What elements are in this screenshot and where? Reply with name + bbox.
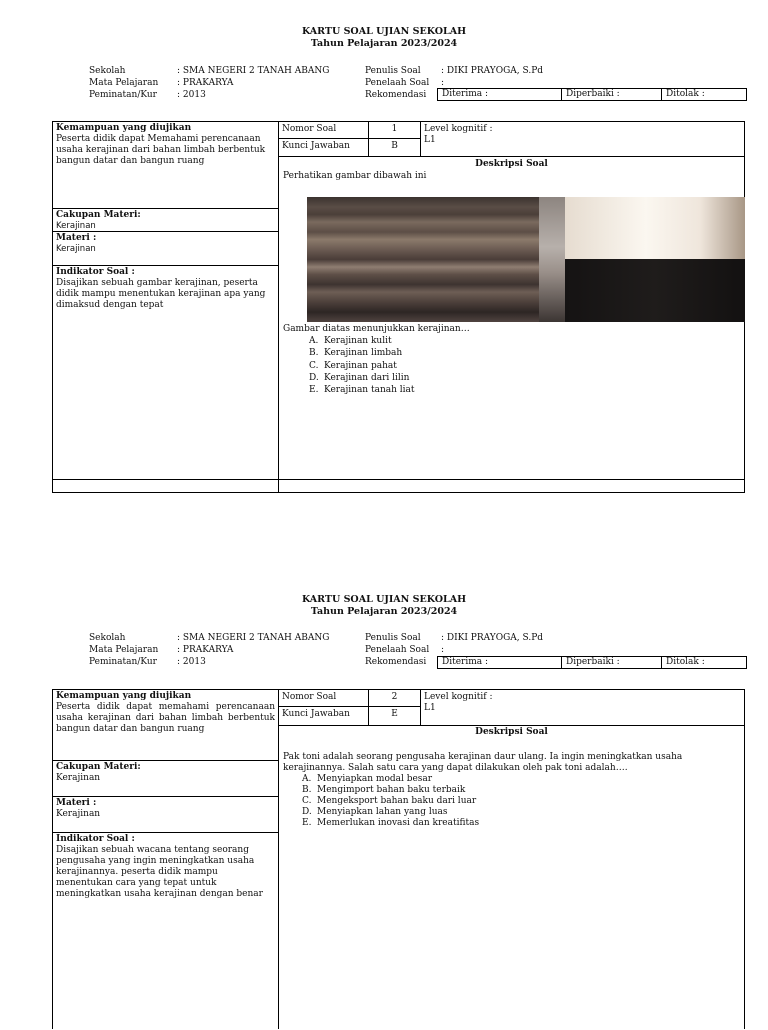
- indikator-text: Disajikan sebuah wacana tentang seorang pengusaha yang ingin meningkatkan usaha kerajinannya. peserta didik mampu menentukan cara yang tepat untuk meningkatkan usaha kerajinan dengan benar: [56, 845, 263, 899]
- level-kognitif-label: Level kognitif :: [424, 692, 493, 702]
- option-letter: D.: [302, 807, 312, 817]
- option-e: [309, 384, 738, 396]
- mapel-value: : PRAKARYA: [177, 645, 234, 655]
- question-stem: Gambar diatas menunjukkan kerajinan…: [283, 324, 470, 334]
- nomor-soal-value: 1: [369, 122, 421, 139]
- kurikulum-label: Peminatan/Kur: [89, 657, 157, 667]
- indikator-label: Indikator Soal :: [56, 267, 135, 277]
- level-kognitif-label: Level kognitif :: [424, 124, 493, 134]
- kunci-jawaban-label: Kunci Jawaban: [279, 139, 369, 157]
- materi-label: Materi :: [56, 233, 97, 243]
- rekomendasi-label: Rekomendasi: [365, 657, 427, 667]
- option-letter: E.: [309, 385, 319, 396]
- card-meta-left: [89, 632, 329, 668]
- option-a: [309, 335, 738, 347]
- option-text: Kerajinan dari lilin: [324, 372, 410, 383]
- penelaah-label: Penelaah Soal: [365, 78, 430, 88]
- kemampuan-section: [53, 122, 278, 209]
- kurikulum-value: : 2013: [177, 90, 206, 100]
- card-table: [52, 689, 745, 1029]
- left-column: [53, 122, 279, 492]
- rekomendasi-box: [437, 656, 747, 669]
- kunci-jawaban-label: Kunci Jawaban: [279, 707, 369, 726]
- penulis-label: Penulis Soal: [365, 66, 421, 76]
- materi-text: Kerajinan: [56, 809, 101, 819]
- penelaah-label: Penelaah Soal: [365, 645, 430, 655]
- materi-section: [53, 797, 278, 833]
- penulis-value: : DIKI PRAYOGA, S.Pd: [441, 633, 544, 643]
- craft-image-strip: [539, 197, 565, 322]
- question-card-1: [0, 0, 768, 500]
- question-intro: Perhatikan gambar dibawah ini: [283, 171, 427, 181]
- option-letter: C.: [302, 796, 312, 806]
- ditolak-field: Ditolak :: [666, 657, 705, 667]
- cakupan-section: [53, 761, 278, 797]
- card-title: [0, 594, 768, 618]
- answer-options: [283, 774, 743, 829]
- sekolah-label: Sekolah: [89, 633, 126, 643]
- kemampuan-section: [53, 690, 278, 761]
- nomor-soal-label: Nomor Soal: [279, 122, 369, 139]
- option-e: [302, 818, 743, 829]
- kemampuan-label: Kemampuan yang diujikan: [56, 123, 192, 133]
- penelaah-value: :: [441, 78, 445, 88]
- kunci-jawaban-value: B: [369, 139, 421, 157]
- cakupan-text: Kerajinan: [56, 221, 96, 231]
- option-text: Menyiapkan lahan yang luas: [317, 807, 448, 817]
- level-kognitif-value: L1: [424, 135, 436, 145]
- ditolak-field: Ditolak :: [666, 89, 705, 99]
- penulis-value: : DIKI PRAYOGA, S.Pd: [441, 66, 544, 76]
- craft-image-light-area: [565, 197, 745, 259]
- option-d: [302, 807, 743, 818]
- sekolah-value: : SMA NEGERI 2 TANAH ABANG: [177, 633, 330, 643]
- kurikulum-label: Peminatan/Kur: [89, 90, 157, 100]
- option-text: Kerajinan kulit: [324, 336, 392, 346]
- option-text: Memerlukan inovasi dan kreatifitas: [317, 818, 480, 828]
- card-meta-left: [89, 65, 329, 101]
- option-text: Kerajinan pahat: [324, 360, 397, 371]
- option-letter: C.: [309, 360, 319, 371]
- option-d: [309, 372, 738, 384]
- level-kognitif-cell: [421, 122, 744, 157]
- penelaah-value: :: [441, 645, 445, 655]
- materi-section: [53, 232, 278, 266]
- option-text: Kerajinan tanah liat: [324, 385, 415, 396]
- level-kognitif-value: L1: [424, 703, 436, 713]
- option-text: Menyiapkan modal besar: [317, 774, 433, 784]
- kemampuan-label: Kemampuan yang diujikan: [56, 691, 192, 701]
- option-b: [302, 785, 743, 796]
- option-a: [302, 774, 743, 785]
- level-kognitif-cell: [421, 690, 744, 726]
- option-letter: E.: [302, 818, 312, 828]
- option-letter: B.: [302, 785, 312, 795]
- sekolah-label: Sekolah: [89, 66, 126, 76]
- right-column: [279, 122, 744, 492]
- mapel-label: Mata Pelajaran: [89, 645, 159, 655]
- indikator-text: Disajikan sebuah gambar kerajinan, peserta didik mampu menentukan kerajinan apa yang dimaksud dengan tepat: [56, 278, 266, 310]
- option-letter: A.: [302, 774, 312, 784]
- card-title-main: KARTU SOAL UJIAN SEKOLAH: [301, 594, 467, 605]
- kunci-jawaban-value: E: [369, 707, 421, 726]
- question-card-2: [0, 568, 768, 1024]
- mapel-label: Mata Pelajaran: [89, 78, 159, 88]
- indikator-section: [53, 833, 278, 1030]
- card-title-year: Tahun Pelajaran 2023/2024: [310, 38, 458, 49]
- option-text: Mengimport bahan baku terbaik: [317, 785, 466, 795]
- diperbaiki-field: Diperbaiki :: [562, 657, 662, 668]
- kemampuan-text: Peserta didik dapat Memahami perencanaan usaha kerajinan dari bahan limbah berbentuk bangun datar dan bangun ruang: [56, 134, 266, 166]
- option-text: Kerajinan limbah: [324, 348, 403, 359]
- option-letter: D.: [309, 372, 319, 383]
- craft-image-dark-area: [565, 259, 745, 322]
- deskripsi-soal-heading: Deskripsi Soal: [475, 727, 548, 737]
- sekolah-value: : SMA NEGERI 2 TANAH ABANG: [177, 66, 330, 76]
- cakupan-label: Cakupan Materi:: [56, 210, 141, 220]
- materi-label: Materi :: [56, 798, 97, 808]
- craft-image: [307, 197, 745, 322]
- right-column: [279, 690, 744, 1029]
- question-stem-block: [283, 324, 738, 396]
- card-title-main: KARTU SOAL UJIAN SEKOLAH: [301, 26, 467, 37]
- table-footer-line: [53, 479, 744, 480]
- nomor-soal-label: Nomor Soal: [279, 690, 369, 707]
- question-stem-block: [283, 752, 743, 829]
- indikator-section: [53, 266, 278, 480]
- mapel-value: : PRAKARYA: [177, 78, 234, 88]
- kemampuan-text: Peserta didik dapat memahami perencanaan usaha kerajinan dari bahan limbah berbentuk bangun datar dan bangun ruang: [56, 702, 275, 734]
- diperbaiki-field: Diperbaiki :: [562, 89, 662, 100]
- diterima-field: Diterima :: [438, 89, 562, 100]
- kurikulum-value: : 2013: [177, 657, 206, 667]
- rekomendasi-label: Rekomendasi: [365, 90, 427, 100]
- option-letter: A.: [309, 336, 319, 346]
- answer-options: [283, 335, 738, 396]
- cakupan-section: [53, 209, 278, 232]
- cakupan-label: Cakupan Materi:: [56, 762, 141, 772]
- option-c: [309, 360, 738, 372]
- question-stem: Pak toni adalah seorang pengusaha kerajinan daur ulang. Ia ingin meningkatkan usaha kerajinannya. Salah satu cara yang dapat dilakukan oleh pak toni adalah….: [283, 752, 683, 773]
- option-text: Mengeksport bahan baku dari luar: [317, 796, 477, 806]
- option-b: [309, 347, 738, 359]
- card-title: [0, 26, 768, 50]
- left-column: [53, 690, 279, 1029]
- penulis-label: Penulis Soal: [365, 633, 421, 643]
- card-table: [52, 121, 745, 493]
- deskripsi-soal-heading: Deskripsi Soal: [475, 159, 548, 169]
- card-title-year: Tahun Pelajaran 2023/2024: [310, 606, 458, 617]
- materi-text: Kerajinan: [56, 244, 96, 254]
- nomor-soal-value: 2: [369, 690, 421, 707]
- indikator-label: Indikator Soal :: [56, 834, 135, 844]
- diterima-field: Diterima :: [438, 657, 562, 668]
- option-letter: B.: [309, 348, 319, 359]
- cakupan-text: Kerajinan: [56, 773, 101, 783]
- option-c: [302, 796, 743, 807]
- rekomendasi-box: [437, 88, 747, 101]
